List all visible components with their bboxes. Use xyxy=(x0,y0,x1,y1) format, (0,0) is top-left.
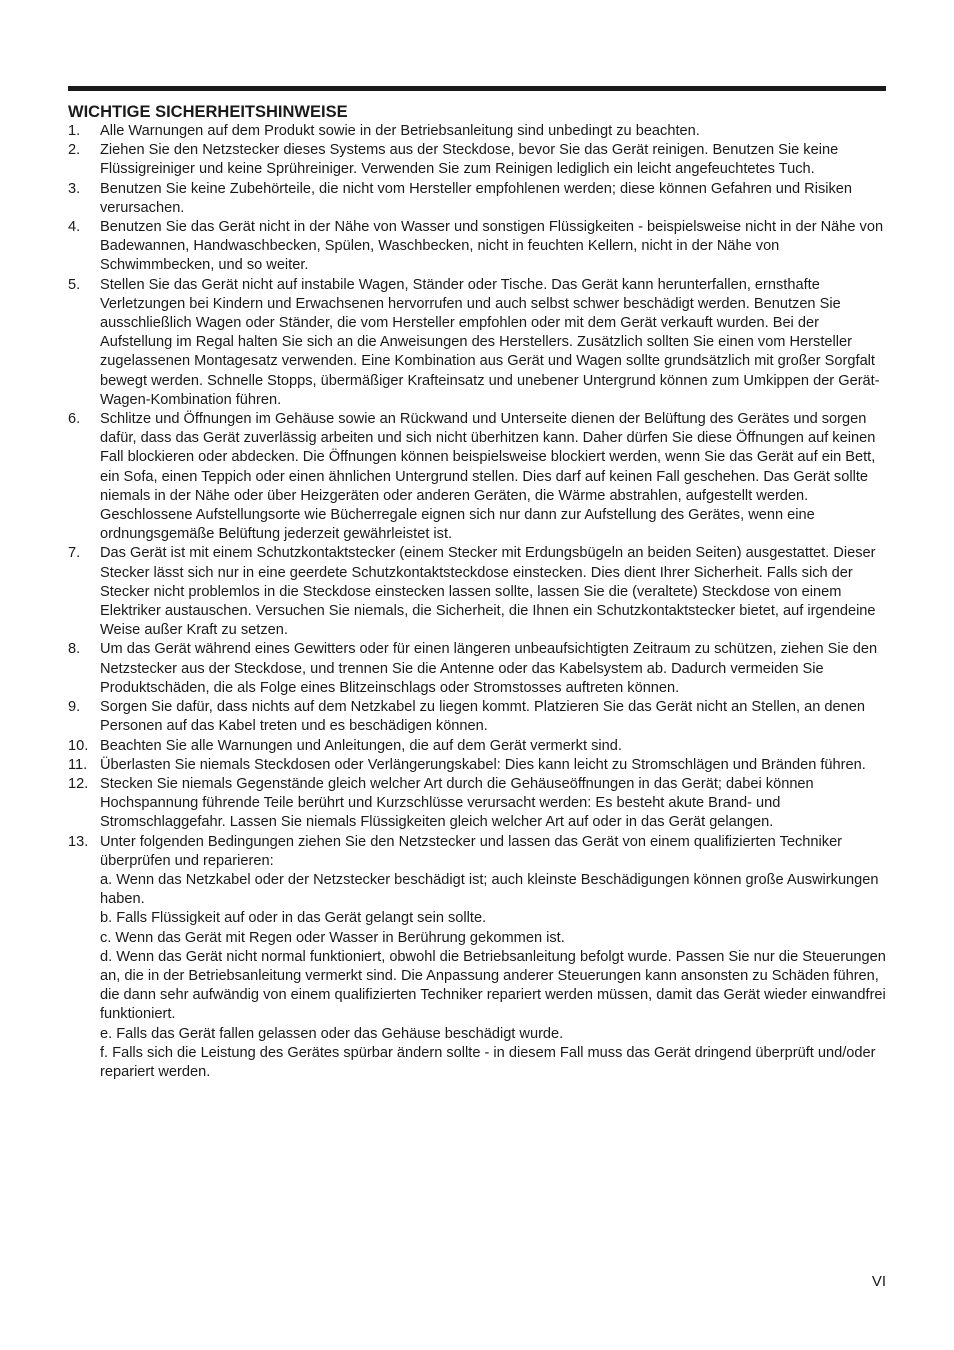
item-number: 9. xyxy=(68,699,81,716)
list-item xyxy=(68,833,888,1083)
item-number: 1. xyxy=(68,123,81,139)
item-number: 5. xyxy=(68,276,81,293)
item-text: Stecken Sie niemals Gegenstände gleich welcher Art durch die Gehäuseöffnungen in das Gerät; dabei können Hochspannung führende Teile berührt und Kurzschlüsse verursacht werden: Es besteht akute Brand- und Stromschlaggefahr. Lassen Sie niemals Flüssigkeiten gleich welcher Art auf oder in das Gerät gelangen. xyxy=(100,775,814,831)
list-item xyxy=(68,218,888,276)
top-rule xyxy=(68,86,886,91)
item-number: 7. xyxy=(68,545,81,562)
list-item xyxy=(68,180,888,218)
list-item xyxy=(68,640,888,698)
item-number: 3. xyxy=(68,180,81,197)
list-item xyxy=(68,775,888,833)
list-item xyxy=(68,276,888,410)
list-item xyxy=(68,544,888,640)
item-text: Das Gerät ist mit einem Schutzkontaktstecker (einem Stecker mit Erdungsbügeln an beiden Seiten) ausgestattet. Dieser Stecker lässt sich nur in eine geerdete Schutzkontaktsteckdose einstecken. Dies dient Ihrer Sicherheit. Falls sich der Stecker nicht problemlos in die Steckdose einstecken lassen sollte, lassen Sie die (veraltete) Steckdose von einem Elektriker austauschen. Versuchen Sie niemals, die Sicherheit, die Ihnen ein Schutzkontaktstecker bietet, auf irgendeine Weise außer Kraft zu setzen. xyxy=(100,545,876,639)
list-item xyxy=(68,141,888,179)
item-number: 13. xyxy=(68,833,89,850)
sub-item-c: c. Wenn das Gerät mit Regen oder Wasser in Berührung gekommen ist. xyxy=(100,929,565,946)
page-number: VI xyxy=(871,1273,886,1290)
item-text: Um das Gerät während eines Gewitters oder für einen längeren unbeaufsichtigten Zeitraum zu schützen, ziehen Sie den Netzstecker aus der Steckdose, und trennen Sie die Antenne oder das Kabelsystem ab. Dadurch vermeiden Sie Produktschäden, die als Folge eines Blitzeinschlags oder Stromstosses auftreten können. xyxy=(100,641,878,696)
list-item xyxy=(68,756,888,775)
item-number: 11. xyxy=(68,756,88,773)
item-text: Ziehen Sie den Netzstecker dieses Systems aus der Steckdose, bevor Sie das Gerät reinigen. Benutzen Sie keine Flüssigreiniger und keine Sprühreiniger. Verwenden Sie zum Reinigen lediglich ein leicht angefeuchtetes Tuch. xyxy=(100,142,839,178)
item-text: Stellen Sie das Gerät nicht auf instabile Wagen, Ständer oder Tische. Das Gerät kann herunterfallen, ernsthafte Verletzungen bei Kindern und Erwachsenen hervorrufen und auch selbst schwer beschädigt werden. Benutzen Sie ausschließlich Wagen oder Ständer, die vom Hersteller empfohlen oder mit dem Gerät verkauft wurden. Bei der Aufstellung im Regal halten Sie sich an die Anweisungen des Herstellers. Zusätzlich sollten Sie einen vom Hersteller zugelassenen Montagesatz verwenden. Eine Kombination aus Gerät und Wagen sollte grundsätzlich mit großer Sorgfalt bewegt werden. Schnelle Stopps, übermäßiger Krafteinsatz und unebener Untergrund können zum Umkippen der Gerät-Wagen-Kombination führen. xyxy=(100,276,880,408)
item-text: Benutzen Sie das Gerät nicht in der Nähe von Wasser und sonstigen Flüssigkeiten - beispielsweise nicht in der Nähe von Badewannen, Handwaschbecken, Spülen, Waschbecken, nicht in feuchten Kellern, nicht in der Nähe von Schwimmbecken, und so weiter. xyxy=(100,219,884,274)
item-text: Alle Warnungen auf dem Produkt sowie in der Betriebsanleitung sind unbedingt zu beachten. xyxy=(100,123,700,139)
list-item xyxy=(68,698,888,736)
list-item xyxy=(68,410,888,544)
item-text: Schlitze und Öffnungen im Gehäuse sowie an Rückwand und Unterseite dienen der Belüftung des Gerätes und sorgen dafür, dass das Gerät zuverlässig arbeiten und sich nicht überhitzen kann. Daher dürfen Sie diese Öffnungen auf keinen Fall blockieren oder abdecken. Die Öffnungen können beispielsweise blockiert werden, wenn Sie das Gerät auf ein Bett, ein Sofa, einen Teppich oder einen ähnlichen Untergrund stellen. Dies darf auf keinen Fall geschehen. Das Gerät sollte niemals in der Nähe oder über Heizgeräten oder anderen Geräten, die Wärme abstrahlen, aufgestellt werden. Geschlossene Aufstellungsorte wie Bücherregale eignen sich nur dann zur Aufstellung des Gerätes, wenn eine ordnungsgemäße Belüftung jederzeit gewährleistet ist. xyxy=(100,411,876,543)
item-text: Überlasten Sie niemals Steckdosen oder Verlängerungskabel: Dies kann leicht zu Stromschlägen und Bränden führen. xyxy=(100,756,866,773)
item-number: 6. xyxy=(68,411,81,428)
safety-instructions xyxy=(68,102,888,1082)
sub-item-a: a. Wenn das Netzkabel oder der Netzstecker beschädigt ist; auch kleinste Beschädigungen können große Auswirkungen haben. xyxy=(100,871,879,908)
item-number: 8. xyxy=(68,641,81,658)
item-number: 2. xyxy=(68,142,81,159)
sub-item-f: f. Falls sich die Leistung des Gerätes spürbar ändern sollte - in diesem Fall muss das Gerät dringend überprüft und/oder repariert werden. xyxy=(100,1044,876,1080)
item-text: Sorgen Sie dafür, dass nichts auf dem Netzkabel zu liegen kommt. Platzieren Sie das Gerät nicht an Stellen, an denen Personen auf das Kabel treten und es beschädigen können. xyxy=(100,699,865,735)
page-title: WICHTIGE SICHERHEITSHINWEISE xyxy=(68,103,348,121)
list-item xyxy=(68,737,888,756)
sub-item-b: b. Falls Flüssigkeit auf oder in das Gerät gelangt sein sollte. xyxy=(100,910,487,927)
item-number: 10. xyxy=(68,737,89,754)
item-text: Beachten Sie alle Warnungen und Anleitungen, die auf dem Gerät vermerkt sind. xyxy=(100,737,622,754)
item-text: Unter folgenden Bedingungen ziehen Sie den Netzstecker und lassen das Gerät von einem qualifizierten Techniker überprüfen und reparieren: xyxy=(100,833,843,869)
item-number: 12. xyxy=(68,775,89,792)
item-text: Benutzen Sie keine Zubehörteile, die nicht vom Hersteller empfohlenen werden; diese können Gefahren und Risiken verursachen. xyxy=(100,180,853,216)
item-text-with-subitems xyxy=(100,833,888,1083)
item-number: 4. xyxy=(68,219,81,236)
list-item xyxy=(68,122,888,141)
sub-item-e: e. Falls das Gerät fallen gelassen oder das Gehäuse beschädigt wurde. xyxy=(100,1025,564,1042)
sub-item-d: d. Wenn das Gerät nicht normal funktioniert, obwohl die Betriebsanleitung befolgt wurde. Passen Sie nur die Steuerungen an, die in der Betriebsanleitung vermerkt sind. Die Anpassung anderer Steuerungen kann ansonsten zu Schäden führen, die dann sehr aufwändig von einem qualifizierten Techniker repariert werden müssen, damit das Gerät wieder einwandfrei funktioniert. xyxy=(100,948,886,1023)
instruction-list xyxy=(68,122,888,1082)
